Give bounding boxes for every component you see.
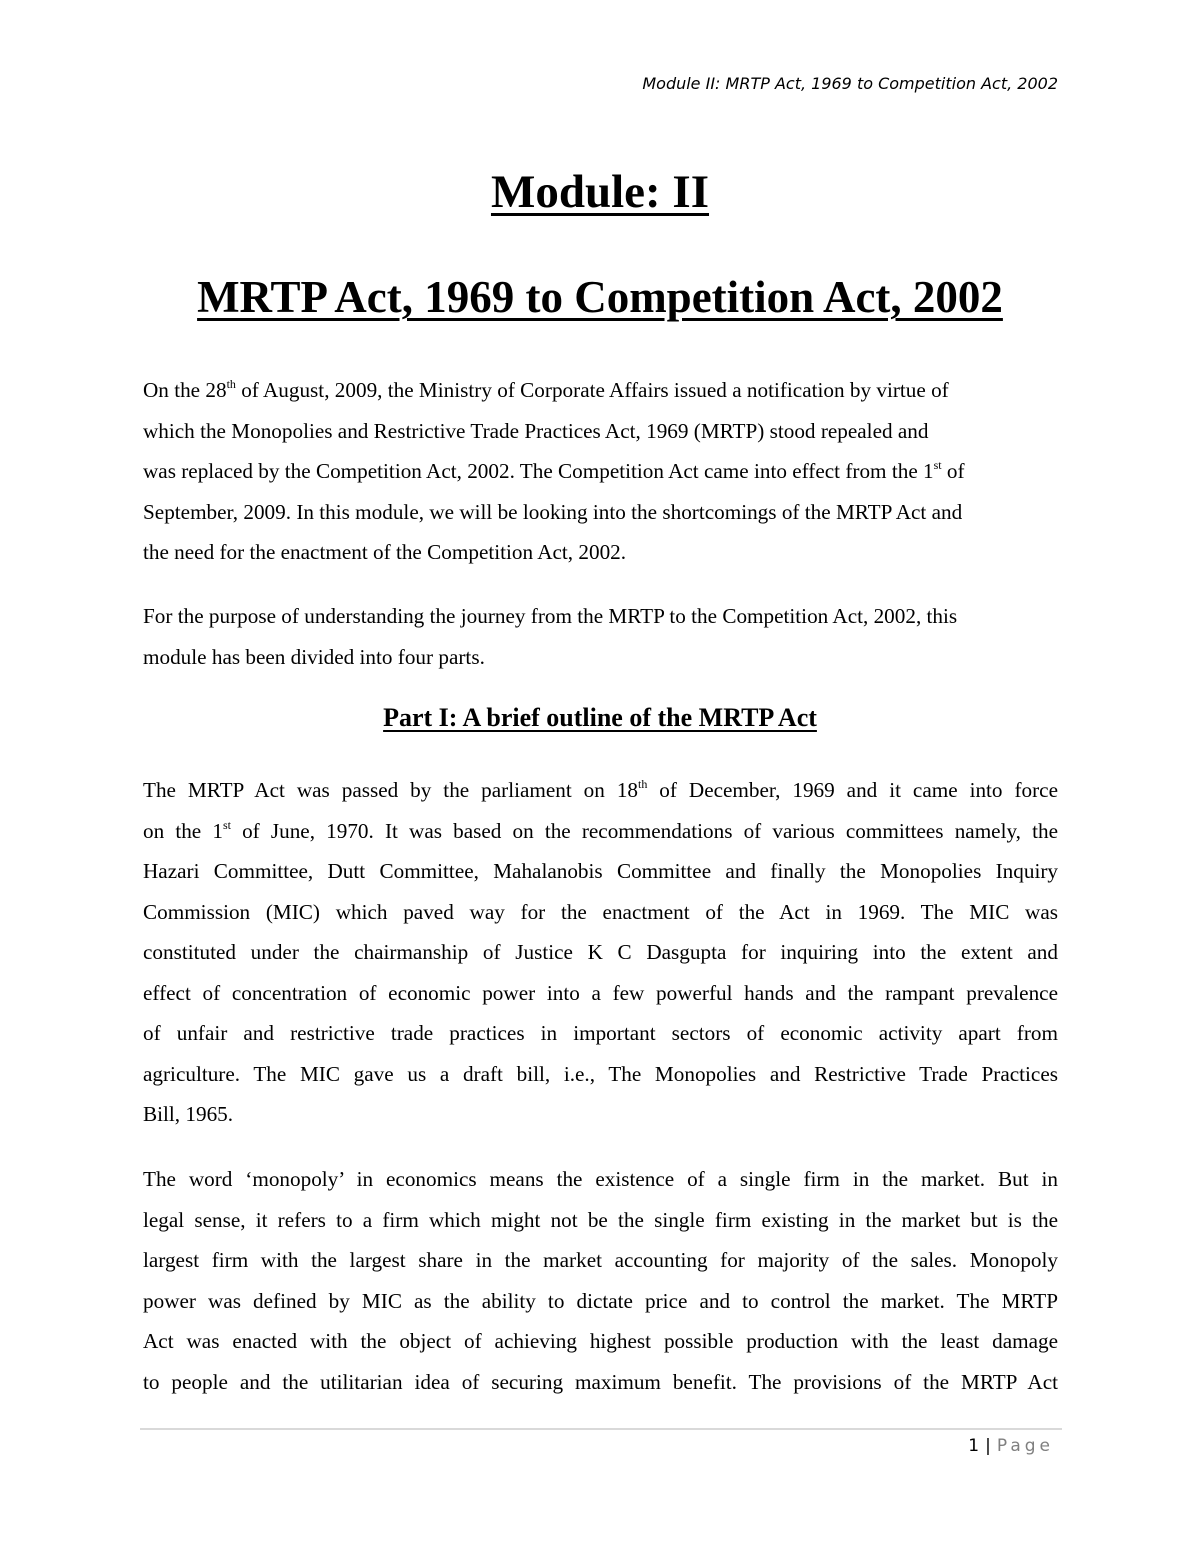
- text-line: Act was enacted with the object of achieving highest possible production with the least damage: [143, 1329, 1058, 1353]
- module-title: Module: II: [490, 166, 710, 218]
- text-line: effect of concentration of economic power into a few powerful hands and the rampant prevalence: [143, 980, 1058, 1005]
- text-line: power was defined by MIC as the ability to dictate price and to control the market. The MRTP: [143, 1288, 1058, 1313]
- text-line: Commission (MIC) which paved way for the enactment of the Act in 1969. The MIC was: [143, 899, 1058, 924]
- text-line: [143, 370, 1058, 411]
- text-line: [143, 451, 1058, 492]
- part1-paragraph-1: [143, 770, 1058, 1135]
- main-title: MRTP Act, 1969 to Competition Act, 2002: [197, 272, 1003, 322]
- page-number: 1: [968, 1436, 980, 1456]
- text-line: The word ‘monopoly’ in economics means the existence of a single firm in the market. But in: [143, 1167, 1058, 1191]
- text-line: Bill, 1965.: [143, 1102, 234, 1126]
- text-line: largest firm with the largest share in the market accounting for majority of the sales. Monopoly: [143, 1248, 1058, 1272]
- part1-paragraph-2: [143, 1159, 1058, 1402]
- text-line: module has been divided into four parts.: [143, 644, 485, 669]
- intro-paragraph-1: [143, 370, 1058, 573]
- text-line: of unfair and restrictive trade practices in important sectors of economic activity apart from: [143, 1021, 1058, 1045]
- superscript: th: [638, 777, 648, 791]
- text-line: [143, 770, 1058, 811]
- text-line: Hazari Committee, Dutt Committee, Mahalanobis Committee and finally the Monopolies Inquiry: [143, 859, 1058, 883]
- page-label: Page: [996, 1436, 1054, 1456]
- text-run: was replaced by the Competition Act, 2002. The Competition Act came into effect from the 1: [143, 459, 934, 483]
- text-line: constituted under the chairmanship of Justice K C Dasgupta for inquiring into the extent and: [143, 940, 1058, 964]
- text-run: The MRTP Act was passed by the parliament on 18: [143, 778, 639, 802]
- text-line: which the Monopolies and Restrictive Trade Practices Act, 1969 (MRTP) stood repealed and: [143, 418, 929, 443]
- section-heading-part-1: Part I: A brief outline of the MRTP Act: [383, 703, 817, 732]
- text-run: of June, 1970. It was based on the recommendations of various committees namely, the: [230, 818, 1058, 843]
- page-footer: [968, 1436, 1054, 1456]
- text-line: For the purpose of understanding the journey from the MRTP to the Competition Act, 2002, this: [143, 604, 958, 628]
- superscript: th: [226, 377, 236, 391]
- intro-paragraph-2: [143, 596, 1058, 677]
- text-line: legal sense, it refers to a firm which might not be the single firm existing in the market but is the: [143, 1207, 1058, 1232]
- text-line: [143, 811, 1058, 852]
- text-run: of: [941, 459, 965, 483]
- superscript: st: [222, 817, 231, 832]
- text-line: the need for the enactment of the Competition Act, 2002.: [143, 540, 627, 564]
- text-line: to people and the utilitarian idea of securing maximum benefit. The provisions of the MRTP Act: [143, 1369, 1058, 1394]
- superscript: st: [933, 458, 942, 472]
- text-line: agriculture. The MIC gave us a draft bill, i.e., The Monopolies and Restrictive Trade Practices: [143, 1061, 1058, 1086]
- text-run: of August, 2009, the Ministry of Corporate Affairs issued a notification by virtue of: [235, 378, 949, 402]
- page-separator: |: [985, 1436, 991, 1456]
- text-run: of December, 1969 and it came into force: [647, 778, 1058, 802]
- footer-divider: [140, 1428, 1062, 1430]
- text-run: on the 1: [143, 818, 223, 843]
- running-header: Module II: MRTP Act, 1969 to Competition Act, 2002: [642, 74, 1058, 93]
- text-line: September, 2009. In this module, we will be looking into the shortcomings of the MRTP Act and: [143, 499, 963, 524]
- text-run: On the 28: [143, 378, 227, 402]
